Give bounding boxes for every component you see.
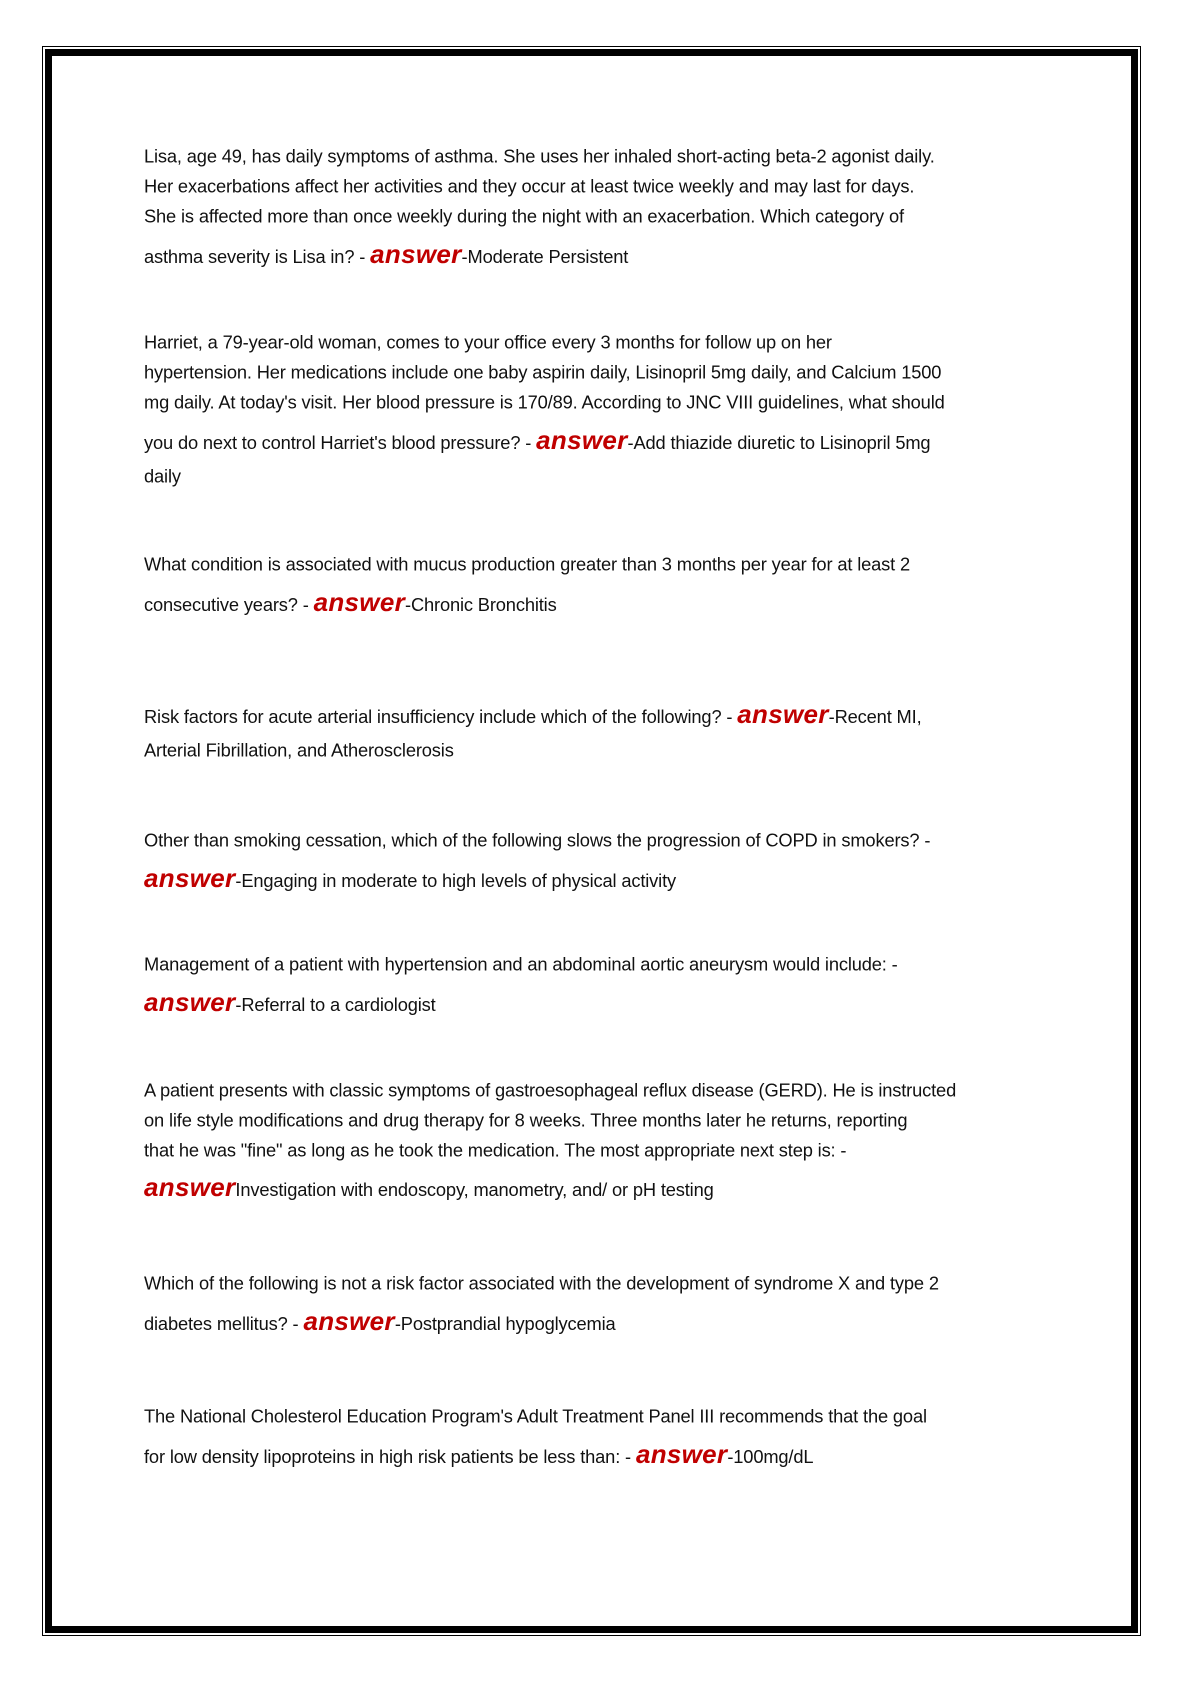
answer-line — [144, 1172, 714, 1203]
answer-line — [144, 987, 436, 1018]
question-text: A patient presents with classic symptoms of gastroesophageal reflux disease (GERD). He is instructed — [144, 1079, 957, 1101]
answer-label: answer — [737, 699, 829, 730]
question-text: mg daily. At today's visit. Her blood pressure is 170/89. According to JNC VIII guidelines, what should — [144, 391, 945, 413]
answer-line — [144, 587, 557, 618]
answer-text: -Postprandial hypoglycemia — [394, 1313, 616, 1335]
answer-label: answer — [144, 863, 236, 894]
question-text: Other than smoking cessation, which of the following slows the progression of COPD in smokers? - — [144, 829, 931, 851]
question-text: Which of the following is not a risk factor associated with the development of syndrome X and type 2 — [144, 1272, 939, 1294]
answer-text: daily — [144, 465, 181, 487]
question-text: you do next to control Harriet's blood pressure? - — [144, 432, 537, 454]
answer-label: answer — [144, 987, 236, 1018]
answer-label: answer — [144, 1172, 236, 1203]
question-text: hypertension. Her medications include one baby aspirin daily, Lisinopril 5mg daily, and Calcium 1500 — [144, 361, 942, 383]
question-text: on life style modifications and drug therapy for 8 weeks. Three months later he returns, reporting — [144, 1109, 908, 1131]
question-text: Management of a patient with hypertension and an abdominal aortic aneurysm would include: - — [144, 953, 898, 975]
answer-label: answer — [635, 1439, 728, 1470]
answer-label: answer — [303, 1306, 395, 1337]
question-text: Harriet, a 79-year-old woman, comes to your office every 3 months for follow up on her — [144, 331, 832, 353]
answer-line — [144, 425, 931, 456]
answer-line — [144, 863, 677, 894]
answer-text: -Recent MI, — [828, 706, 922, 728]
answer-text: -Referral to a cardiologist — [235, 994, 436, 1016]
answer-text: -Add thiazide diuretic to Lisinopril 5mg — [627, 432, 931, 454]
answer-line — [144, 239, 629, 270]
question-text: Her exacerbations affect her activities and they occur at least twice weekly and may last for days. — [144, 175, 915, 197]
question-text: She is affected more than once weekly during the night with an exacerbation. Which category of — [144, 205, 904, 227]
answer-label: answer — [313, 587, 405, 618]
question-text: asthma severity is Lisa in? - — [144, 246, 371, 268]
question-text: Lisa, age 49, has daily symptoms of asthma. She uses her inhaled short-acting beta-2 agonist daily. — [144, 145, 935, 167]
answer-text: -Engaging in moderate to high levels of physical activity — [235, 870, 677, 892]
answer-text: -Chronic Bronchitis — [405, 594, 557, 616]
question-text: that he was "fine" as long as he took the medication. The most appropriate next step is: - — [144, 1139, 847, 1161]
answer-text: -Moderate Persistent — [461, 246, 629, 268]
answer-line — [144, 699, 922, 730]
question-text: diabetes mellitus? - — [144, 1313, 304, 1335]
answer-line — [144, 1306, 616, 1337]
answer-text: -100mg/dL — [727, 1446, 814, 1468]
answer-label: answer — [370, 239, 462, 270]
question-text: What condition is associated with mucus production greater than 3 months per year for at least 2 — [144, 553, 911, 575]
answer-line — [144, 1439, 814, 1470]
answer-text: Arterial Fibrillation, and Atherosclerosis — [144, 739, 454, 761]
question-text: Risk factors for acute arterial insufficiency include which of the following? - — [144, 706, 738, 728]
answer-text: Investigation with endoscopy, manometry, and/ or pH testing — [235, 1179, 714, 1201]
answer-label: answer — [536, 425, 628, 456]
question-text: consecutive years? - — [144, 594, 314, 616]
question-text: for low density lipoproteins in high risk patients be less than: - — [144, 1446, 636, 1468]
question-text: The National Cholesterol Education Program's Adult Treatment Panel III recommends that the goal — [144, 1405, 927, 1427]
